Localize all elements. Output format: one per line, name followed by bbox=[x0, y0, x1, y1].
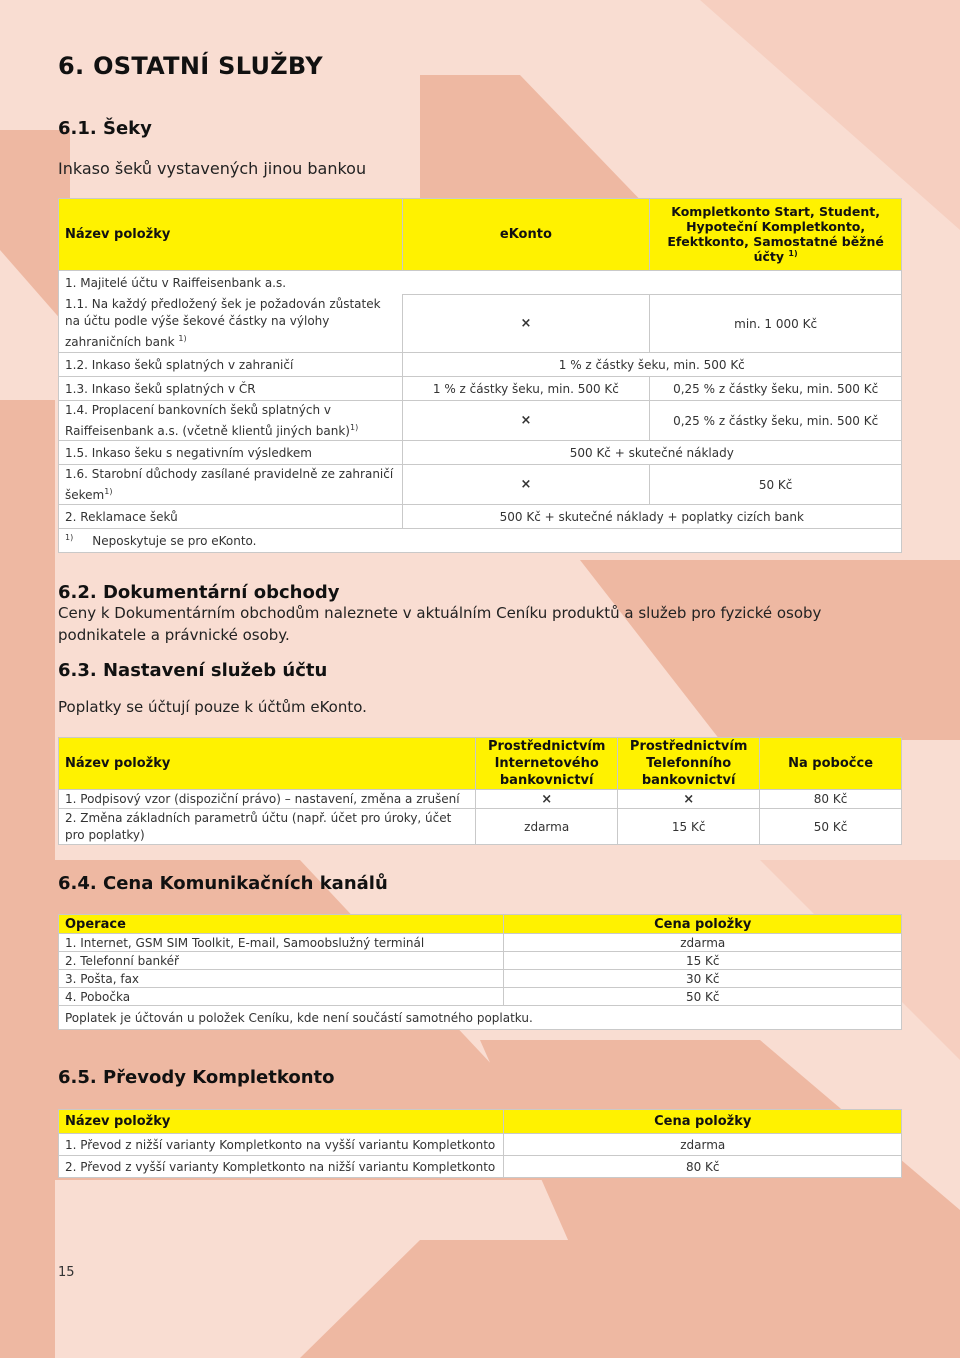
row-1-5-value: 500 Kč + skutečné náklady bbox=[402, 441, 901, 465]
account-settings-table bbox=[58, 737, 902, 845]
header-pobocka: Na pobočce bbox=[760, 738, 902, 790]
header-name: Název položky bbox=[59, 1110, 504, 1134]
row-2-telefon: 15 Kč bbox=[618, 809, 760, 845]
row-2-value: 500 Kč + skutečné náklady + poplatky cizích bank bbox=[402, 505, 901, 529]
section-6-5-heading: 6.5. Převody Kompletkonto bbox=[58, 1067, 335, 1088]
row-1-3-komplet: 0,25 % z částky šeku, min. 500 Kč bbox=[650, 377, 902, 401]
row-1-5-label: 1.5. Inkaso šeku s negativním výsledkem bbox=[59, 441, 403, 465]
table-footnote: $^{1)}$ Neposkytuje se pro eKonto. bbox=[59, 529, 902, 553]
row-1-2-label: 1.2. Inkaso šeků splatných v zahraničí bbox=[59, 353, 403, 377]
row-1-6-ekonto bbox=[402, 465, 650, 505]
row-1-telefon bbox=[618, 790, 760, 809]
row-1-4-komplet: 0,25 % z částky šeku, min. 500 Kč bbox=[650, 401, 902, 441]
channels-footer: Poplatek je účtován u položek Ceníku, kde není součástí samotného poplatku. bbox=[59, 1006, 902, 1030]
cross-icon: × bbox=[683, 791, 695, 807]
row-2-internet: zdarma bbox=[476, 809, 618, 845]
header-ekonto: eKonto bbox=[402, 199, 650, 271]
channel-row-price: 50 Kč bbox=[504, 988, 902, 1006]
row-1-internet bbox=[476, 790, 618, 809]
row-1-2-value: 1 % z částky šeku, min. 500 Kč bbox=[402, 353, 901, 377]
row-1-4-ekonto bbox=[402, 401, 650, 441]
transfer-row-label: 1. Převod z nižší varianty Kompletkonto na vyšší variantu Kompletkonto bbox=[59, 1134, 504, 1156]
channels-table bbox=[58, 914, 902, 1030]
row-1-6-komplet: 50 Kč bbox=[650, 465, 902, 505]
header-price: Cena položky bbox=[504, 1110, 902, 1134]
transfer-row-price: 80 Kč bbox=[504, 1156, 902, 1178]
cross-icon: × bbox=[520, 413, 532, 428]
row-1-label: 1. Podpisový vzor (dispoziční právo) – nastavení, změna a zrušení bbox=[59, 790, 476, 809]
header-name: Název položky bbox=[59, 738, 476, 790]
header-telefon: Prostřednictvím Telefonního bankovnictví bbox=[618, 738, 760, 790]
row-1-4-label: 1.4. Proplacení bankovních šeků splatných v Raiffeisenbank a.s. (včetně klientů jiných bank)$^{1)}$ bbox=[59, 401, 403, 441]
header-kompletkonto: Kompletkonto Start, Student, Hypoteční Kompletkonto, Efektkonto, Samostatné běžné účty $^{1)}$ bbox=[650, 199, 902, 271]
row-2-label: 2. Změna základních parametrů účtu (např. účet pro úroky, účet pro poplatky) bbox=[59, 809, 476, 845]
section-6-4-heading: 6.4. Cena Komunikačních kanálů bbox=[58, 873, 388, 894]
section-6-2-text: Ceny k Dokumentárním obchodům naleznete v aktuálním Ceníku produktů a služeb pro fyzické osoby podnikatele a právnické osoby. bbox=[58, 604, 822, 644]
channel-row-label: 4. Pobočka bbox=[59, 988, 504, 1006]
channel-row-label: 2. Telefonní bankéř bbox=[59, 952, 504, 970]
section-6-2-heading: 6.2. Dokumentární obchody bbox=[58, 582, 340, 603]
section-6-3-heading: 6.3. Nastavení služeb účtu bbox=[58, 660, 328, 681]
row-1-6-label: 1.6. Starobní důchody zasílané pravidelně ze zahraničí šekem$^{1)}$ bbox=[59, 465, 403, 505]
header-operation: Operace bbox=[59, 915, 504, 934]
section-6-3-text: Poplatky se účtují pouze k účtům eKonto. bbox=[58, 698, 367, 716]
page-title: 6. OSTATNÍ SLUŽBY bbox=[58, 52, 323, 80]
section-6-1-subheading: Inkaso šeků vystavených jinou bankou bbox=[58, 159, 367, 178]
row-1-3-ekonto: 1 % z částky šeku, min. 500 Kč bbox=[402, 377, 650, 401]
channel-row-label: 3. Pošta, fax bbox=[59, 970, 504, 988]
transfers-table bbox=[58, 1109, 902, 1178]
transfer-row-price: zdarma bbox=[504, 1134, 902, 1156]
cross-icon: × bbox=[520, 477, 532, 492]
row-1-1-ekonto bbox=[402, 295, 650, 353]
row-1-1-komplet: min. 1 000 Kč bbox=[650, 295, 902, 353]
channel-row-price: 30 Kč bbox=[504, 970, 902, 988]
page-number: 15 bbox=[58, 1265, 75, 1280]
row-2-label: 2. Reklamace šeků bbox=[59, 505, 403, 529]
row-1-label: 1. Majitelé účtu v Raiffeisenbank a.s. bbox=[59, 271, 902, 295]
header-name: Název položky bbox=[59, 199, 403, 271]
row-1-3-label: 1.3. Inkaso šeků splatných v ČR bbox=[59, 377, 403, 401]
cross-icon: × bbox=[541, 791, 553, 807]
row-1-pobocka: 80 Kč bbox=[760, 790, 902, 809]
channel-row-price: zdarma bbox=[504, 934, 902, 952]
cross-icon: × bbox=[520, 316, 532, 331]
header-internet: Prostřednictvím Internetového bankovnictví bbox=[476, 738, 618, 790]
row-1-1-label: 1.1. Na každý předložený šek je požadován zůstatek na účtu podle výše šekové částky na výlohy zahraničních bank $^{1)}$ bbox=[59, 295, 403, 353]
section-6-1-heading: 6.1. Šeky bbox=[58, 118, 152, 139]
channel-row-price: 15 Kč bbox=[504, 952, 902, 970]
row-2-pobocka: 50 Kč bbox=[760, 809, 902, 845]
channel-row-label: 1. Internet, GSM SIM Toolkit, E-mail, Samoobslužný terminál bbox=[59, 934, 504, 952]
header-price: Cena položky bbox=[504, 915, 902, 934]
cheques-table bbox=[58, 198, 902, 553]
transfer-row-label: 2. Převod z vyšší varianty Kompletkonto na nižší variantu Kompletkonto bbox=[59, 1156, 504, 1178]
